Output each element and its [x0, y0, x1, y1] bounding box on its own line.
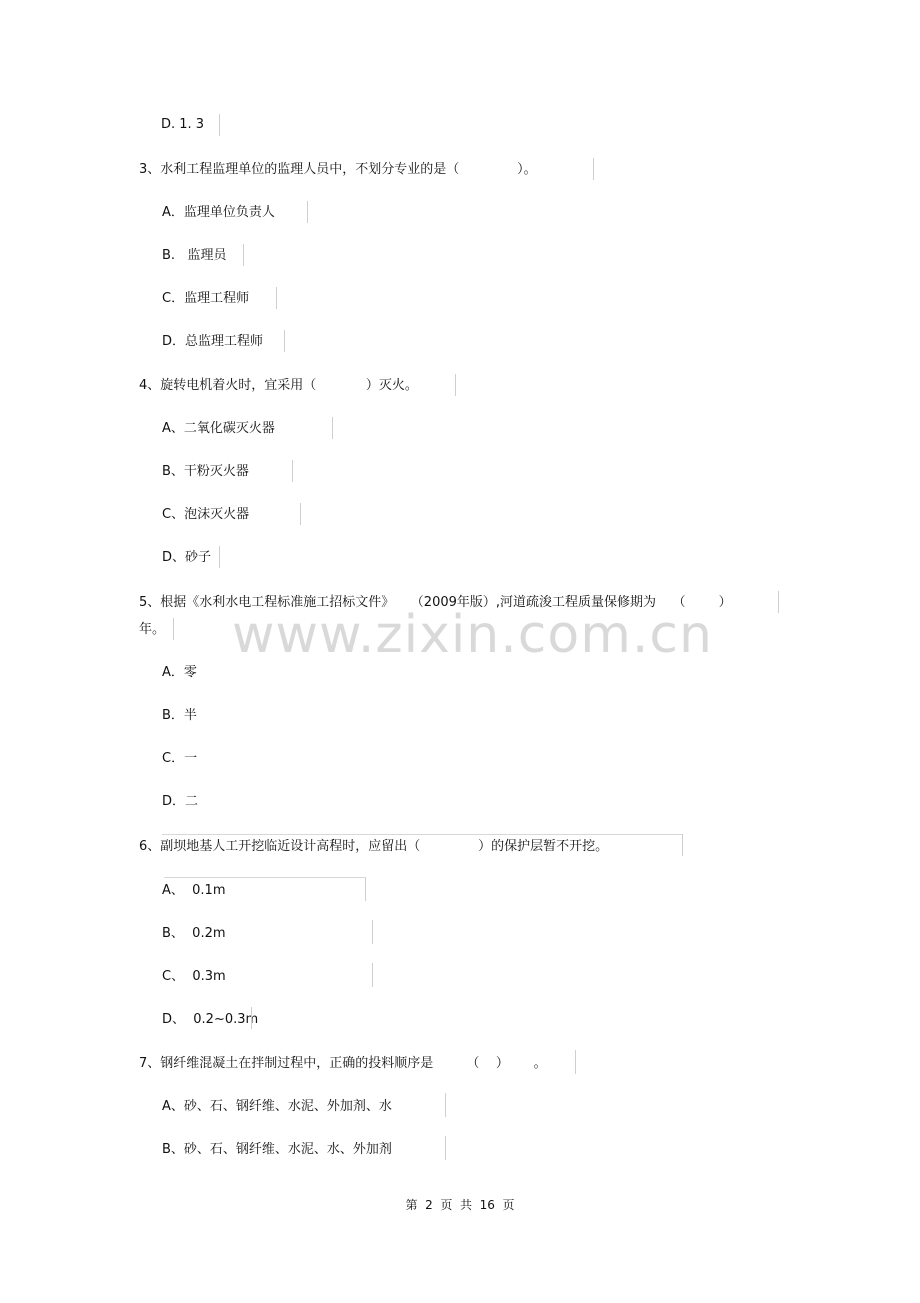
question-5-cont: 年。	[139, 622, 166, 637]
divider	[162, 834, 682, 835]
question-7: 7、钢纤维混凝土在拌制过程中，正确的投料顺序是 （ ） 。	[139, 1056, 547, 1071]
option-c-q5: C．一	[162, 751, 198, 766]
option-b-q4: B、干粉灭火器	[162, 464, 249, 479]
question-6: 6、副坝地基人工开挖临近设计高程时，应留出（ ）的保护层暂不开挖。	[139, 839, 609, 854]
divider	[292, 460, 293, 482]
divider	[276, 287, 277, 309]
page-footer: 第 2 页 共 16 页	[405, 1198, 515, 1212]
question-4: 4、旋转电机着火时，宜采用（ ）灭火。	[139, 378, 418, 393]
divider	[284, 330, 285, 352]
divider	[307, 201, 308, 223]
option-b-q7: B、砂、石、钢纤维、水泥、水、外加剂	[162, 1142, 392, 1157]
divider	[243, 244, 244, 266]
option-d-q4: D、砂子	[162, 550, 212, 565]
option-c-q6: C、 0.3m	[162, 969, 226, 984]
option-a-q3: A．监理单位负责人	[162, 205, 275, 220]
divider	[173, 618, 174, 640]
option-a-q6: A、 0.1m	[162, 883, 226, 898]
question-5: 5、根据《水利水电工程标准施工招标文件》 （2009年版）,河道疏浚工程质量保修期为 （ ）	[139, 595, 732, 610]
divider	[455, 374, 456, 396]
divider	[219, 114, 220, 136]
divider	[575, 1050, 576, 1074]
divider	[445, 1093, 446, 1117]
divider	[445, 1136, 446, 1160]
option-c-q3: C．监理工程师	[162, 291, 250, 306]
option-d-q3: D．总监理工程师	[162, 334, 264, 349]
divider	[682, 834, 683, 856]
option-d-q5: D．二	[162, 794, 199, 809]
divider	[778, 591, 779, 613]
divider	[372, 920, 373, 944]
divider	[251, 1007, 252, 1029]
option-text: D. 1. 3	[161, 117, 205, 132]
divider	[372, 963, 373, 987]
option-b-q5: B．半	[162, 708, 197, 723]
option-a-q4: A、二氧化碳灭火器	[162, 421, 275, 436]
watermark: www.zixin.com.cn	[232, 605, 713, 665]
option-c-q4: C、泡沫灭火器	[162, 507, 250, 522]
divider	[332, 417, 333, 439]
divider	[219, 546, 220, 568]
option-a-q5: A．零	[162, 665, 197, 680]
divider	[300, 503, 301, 525]
question-3: 3、水利工程监理单位的监理人员中，不划分专业的是（ ）。	[139, 162, 537, 177]
option-a-q7: A、砂、石、钢纤维、水泥、外加剂、水	[162, 1099, 392, 1114]
option-b-q6: B、 0.2m	[162, 926, 226, 941]
option-d-q6: D、 0.2~0.3m	[162, 1012, 259, 1027]
divider	[593, 158, 594, 180]
option-b-q3: B. 监理员	[162, 248, 227, 263]
divider	[164, 877, 366, 878]
divider	[365, 877, 366, 901]
